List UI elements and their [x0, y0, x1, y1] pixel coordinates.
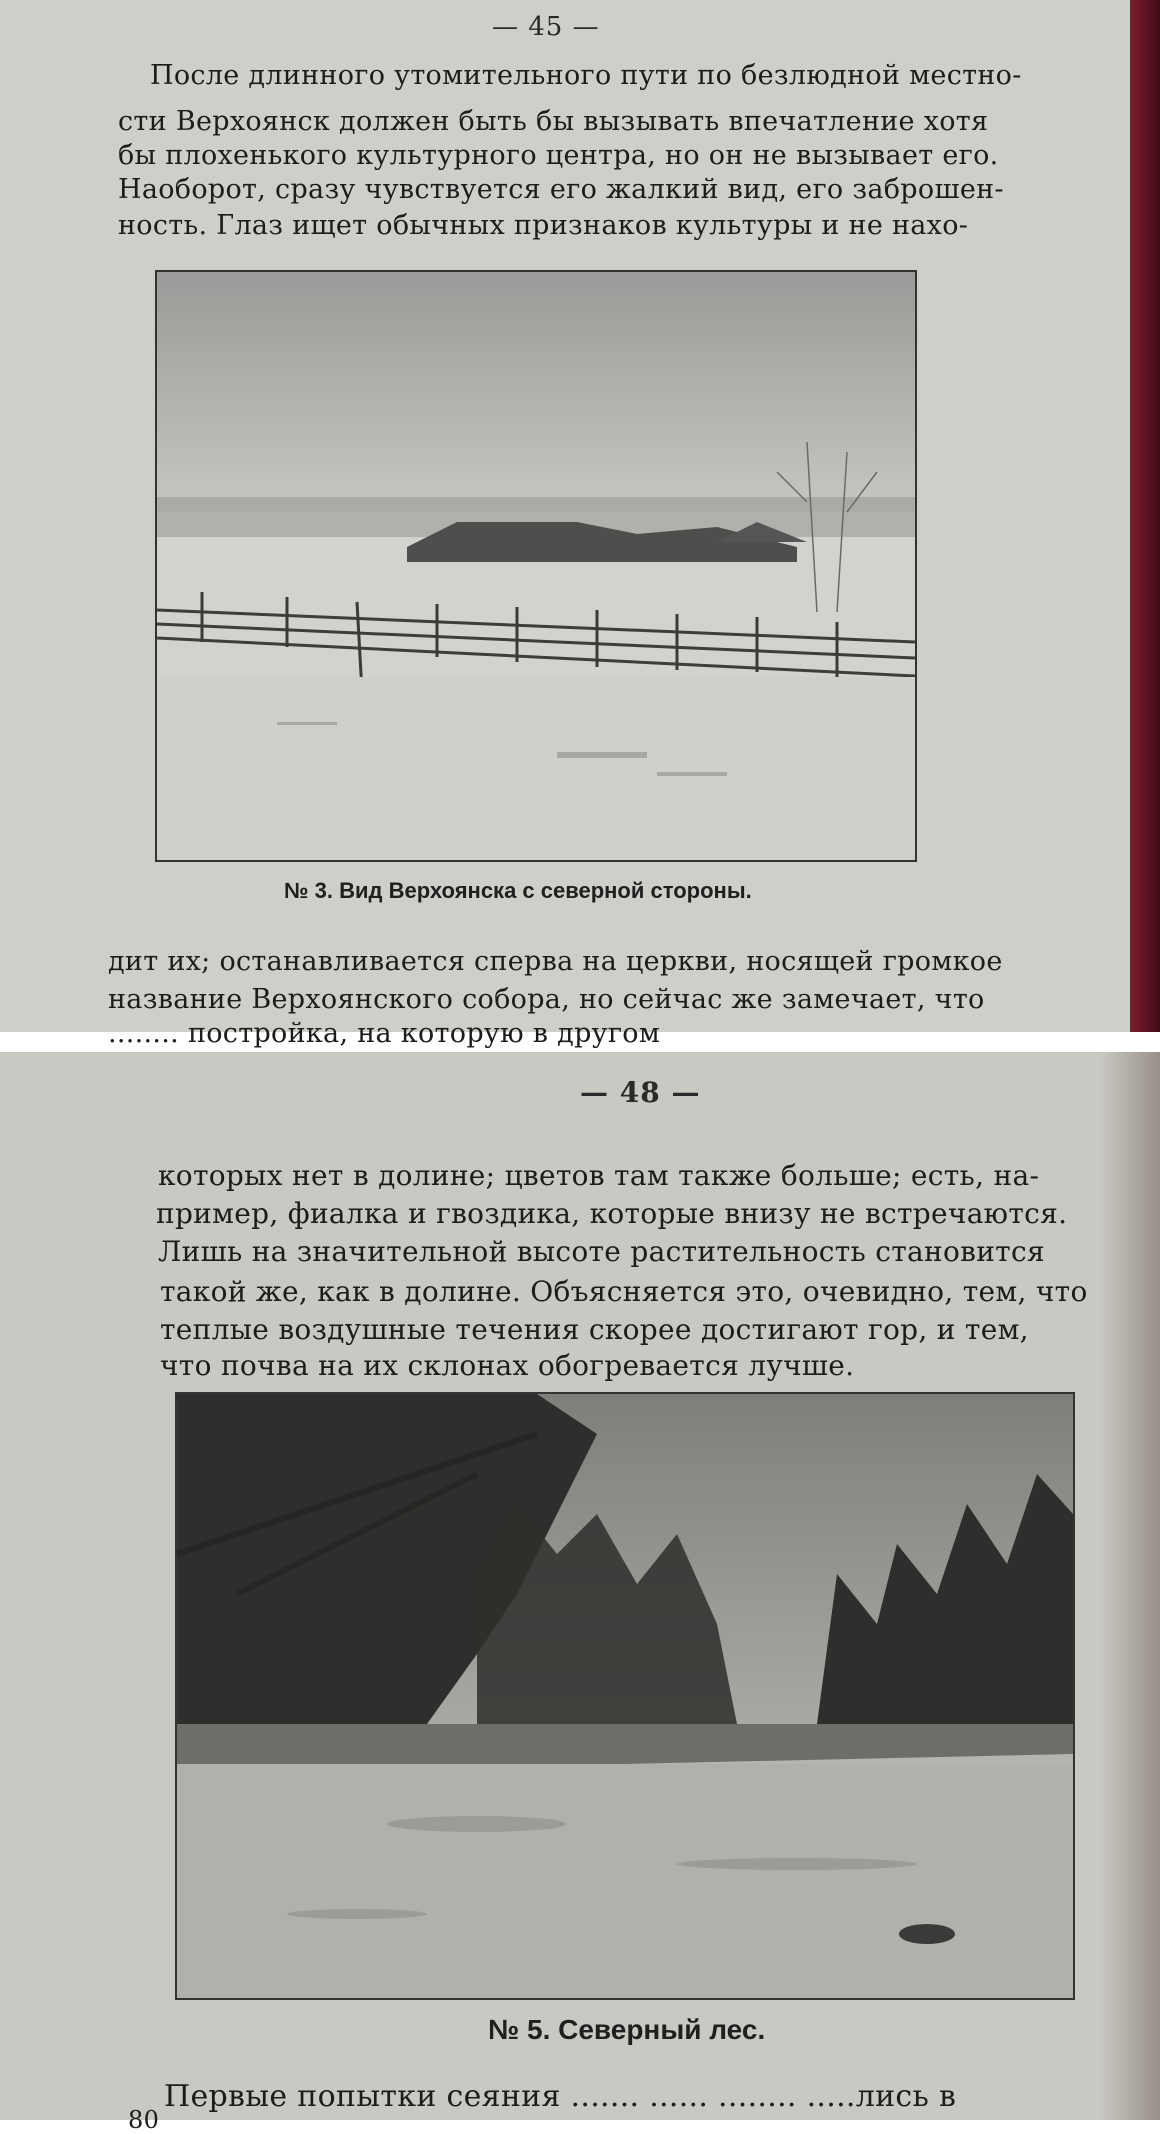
text-line: Наоборот, сразу чувствуется его жалкий вид, его заброшен-	[118, 174, 1004, 205]
text-line: теплые воздушные течения скорее достигают гор, и тем,	[160, 1313, 1029, 1346]
text-line: название Верхоянского собора, но сейчас же замечает, что	[108, 984, 985, 1015]
book-page-48	[0, 1052, 1160, 2134]
book-binding-edge	[1130, 0, 1160, 1032]
text-line: ность. Глаз ищет обычных признаков культуры и не нахо-	[118, 210, 969, 241]
text-line: такой же, как в долине. Объясняется это, очевидно, тем, что	[160, 1275, 1088, 1308]
text-line: бы плохенького культурного центра, но он не вызывает его.	[118, 140, 999, 171]
page-number: — 45 —	[492, 12, 600, 42]
text-line: дит их; останавливается сперва на церкви, носящей громкое	[108, 946, 1003, 977]
text-line: сти Верхоянск должен быть бы вызывать впечатление хотя	[118, 106, 989, 137]
footer-signature: 80	[128, 2106, 160, 2134]
text-line-cut: ........ постройка, на которую в другом	[108, 1018, 661, 1049]
text-line: Лишь на значительной высоте растительность становится	[158, 1235, 1045, 1268]
page-edge-shadow	[1100, 1052, 1160, 2120]
text-line: которых нет в долине; цветов там также больше; есть, на-	[158, 1159, 1040, 1192]
text-line: что почва на их склонах обогревается лучше.	[160, 1349, 855, 1382]
photo-verkhoyansk-image	[157, 272, 915, 860]
text-line: пример, фиалка и гвоздика, которые внизу не встречаются.	[156, 1197, 1068, 1230]
text-line: После длинного утомительного пути по безлюдной местно-	[150, 60, 1022, 91]
photo-north-forest-image	[177, 1394, 1073, 1998]
photo-verkhoyansk-north	[155, 270, 917, 862]
photo-north-forest	[175, 1392, 1075, 2000]
page-number: — 48 —	[580, 1076, 701, 1109]
photo-caption: № 5. Северный лес.	[488, 2014, 766, 2045]
text-line: Первые попытки сеяния ....... ...... ........ .....лись в	[164, 2079, 957, 2114]
book-page-45	[0, 0, 1160, 1049]
photo-caption: № 3. Вид Верхоянска с северной стороны.	[284, 878, 752, 903]
